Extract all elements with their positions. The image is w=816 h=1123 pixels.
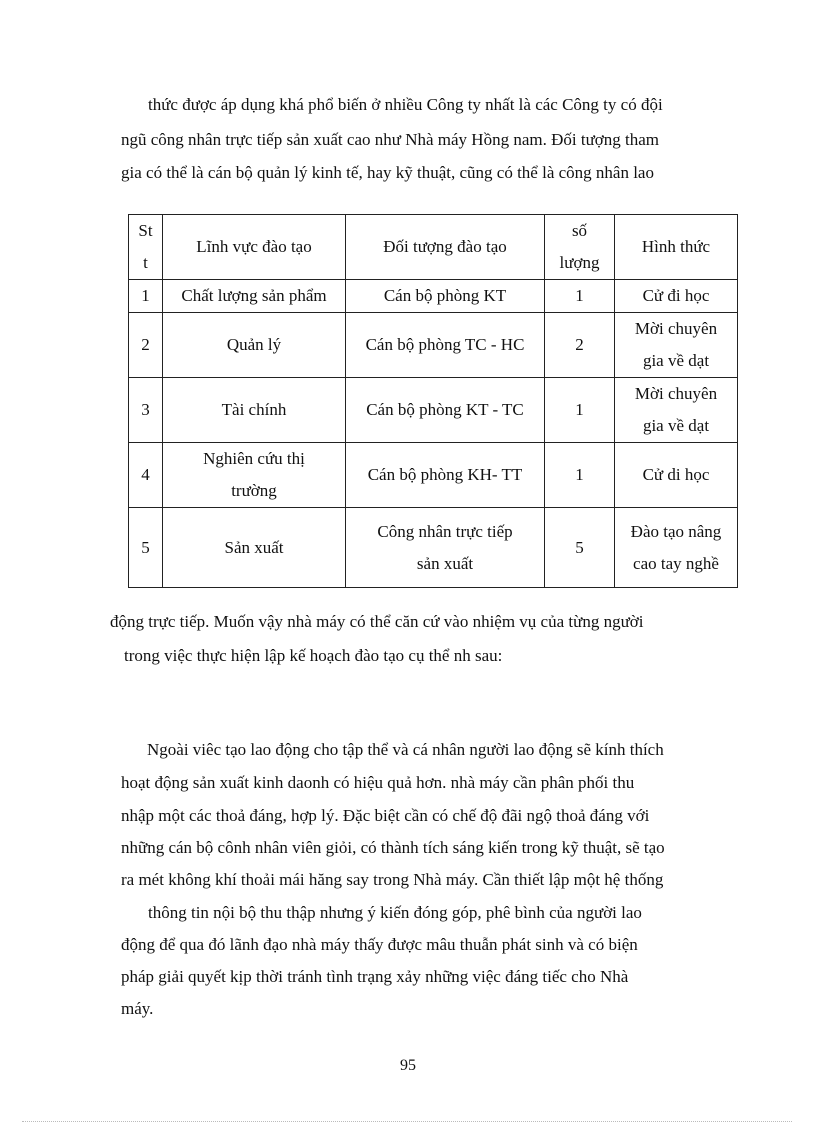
paragraph-line: gia có thể là cán bộ quản lý kinh tế, hay kỹ thuật, cũng có thể là công nhân lao (121, 163, 654, 182)
cell-stt: 4 (129, 443, 163, 508)
table-row (129, 378, 738, 443)
cell-stt: 1 (129, 280, 163, 313)
paragraph-line: trong việc thực hiện lập kế hoạch đào tạo cụ thể nh sau: (124, 646, 503, 665)
cell-stt: 2 (129, 313, 163, 378)
table-header-row (129, 215, 738, 280)
cell-target: Cán bộ phòng TC - HC (346, 313, 545, 378)
table-row (129, 280, 738, 313)
paragraph-line: máy. (121, 999, 154, 1018)
paragraph-line: pháp giải quyết kịp thời tránh tình trạng xảy những việc đáng tiếc cho Nhà (121, 967, 629, 986)
page-number: 95 (400, 1057, 416, 1074)
table-row (129, 313, 738, 378)
paragraph-line: ngũ công nhân trực tiếp sản xuất cao như Nhà máy Hồng nam. Đối tượng tham (121, 130, 660, 149)
header-quantity: số lượng (545, 215, 615, 280)
cell-method: Mời chuyên gia về dạt (615, 313, 738, 378)
cell-field: Chất lượng sản phẩm (163, 280, 346, 313)
paragraph-line: những cán bộ cônh nhân viên giỏi, có thành tích sáng kiến trong kỹ thuật, sẽ tạo (121, 838, 665, 857)
cell-stt: 3 (129, 378, 163, 443)
paragraph-line: ra mét không khí thoải mái hăng say trong Nhà máy. Cần thiết lập một hệ thống (121, 870, 664, 889)
page-bottom-rule (22, 1121, 792, 1122)
header-method: Hình thức (615, 215, 738, 280)
header-field: Lĩnh vực đào tạo (163, 215, 346, 280)
cell-target: Công nhân trực tiếp sản xuất (346, 508, 545, 588)
cell-target: Cán bộ phòng KH- TT (346, 443, 545, 508)
cell-quantity: 1 (545, 443, 615, 508)
paragraph-line: thức được áp dụng khá phổ biến ở nhiều Công ty nhất là các Công ty có đội (148, 95, 663, 114)
header-stt: St t (129, 215, 163, 280)
cell-field: Nghiên cứu thị trường (163, 443, 346, 508)
paragraph-line: động để qua đó lãnh đạo nhà máy thấy được mâu thuẫn phát sinh và có biện (121, 935, 638, 954)
cell-method: Cử đi học (615, 280, 738, 313)
paragraph-line: hoạt động sản xuất kinh daonh có hiệu quả hơn. nhà máy cần phân phối thu (121, 773, 635, 792)
cell-target: Cán bộ phòng KT - TC (346, 378, 545, 443)
cell-field: Sản xuất (163, 508, 346, 588)
training-plan-table (128, 214, 738, 588)
cell-method: Đào tạo nâng cao tay nghề (615, 508, 738, 588)
cell-field: Quản lý (163, 313, 346, 378)
cell-quantity: 1 (545, 378, 615, 443)
cell-quantity: 2 (545, 313, 615, 378)
paragraph-line: Ngoài viêc tạo lao động cho tập thể và cá nhân người lao động sẽ kính thích (147, 740, 664, 759)
table-row (129, 443, 738, 508)
paragraph-line: động trực tiếp. Muốn vậy nhà máy có thể căn cứ vào nhiệm vụ của từng người (110, 612, 644, 631)
paragraph-line: thông tin nội bộ thu thập nhưng ý kiến đóng góp, phê bình của người lao (148, 903, 642, 922)
cell-stt: 5 (129, 508, 163, 588)
cell-target: Cán bộ phòng KT (346, 280, 545, 313)
header-target: Đối tượng đào tạo (346, 215, 545, 280)
cell-method: Mời chuyên gia về dạt (615, 378, 738, 443)
paragraph-line: nhập một các thoả đáng, hợp lý. Đặc biệt cần có chế độ đãi ngộ thoả đáng với (121, 806, 650, 825)
table-row (129, 508, 738, 588)
cell-field: Tài chính (163, 378, 346, 443)
cell-quantity: 5 (545, 508, 615, 588)
cell-method: Cử di học (615, 443, 738, 508)
cell-quantity: 1 (545, 280, 615, 313)
